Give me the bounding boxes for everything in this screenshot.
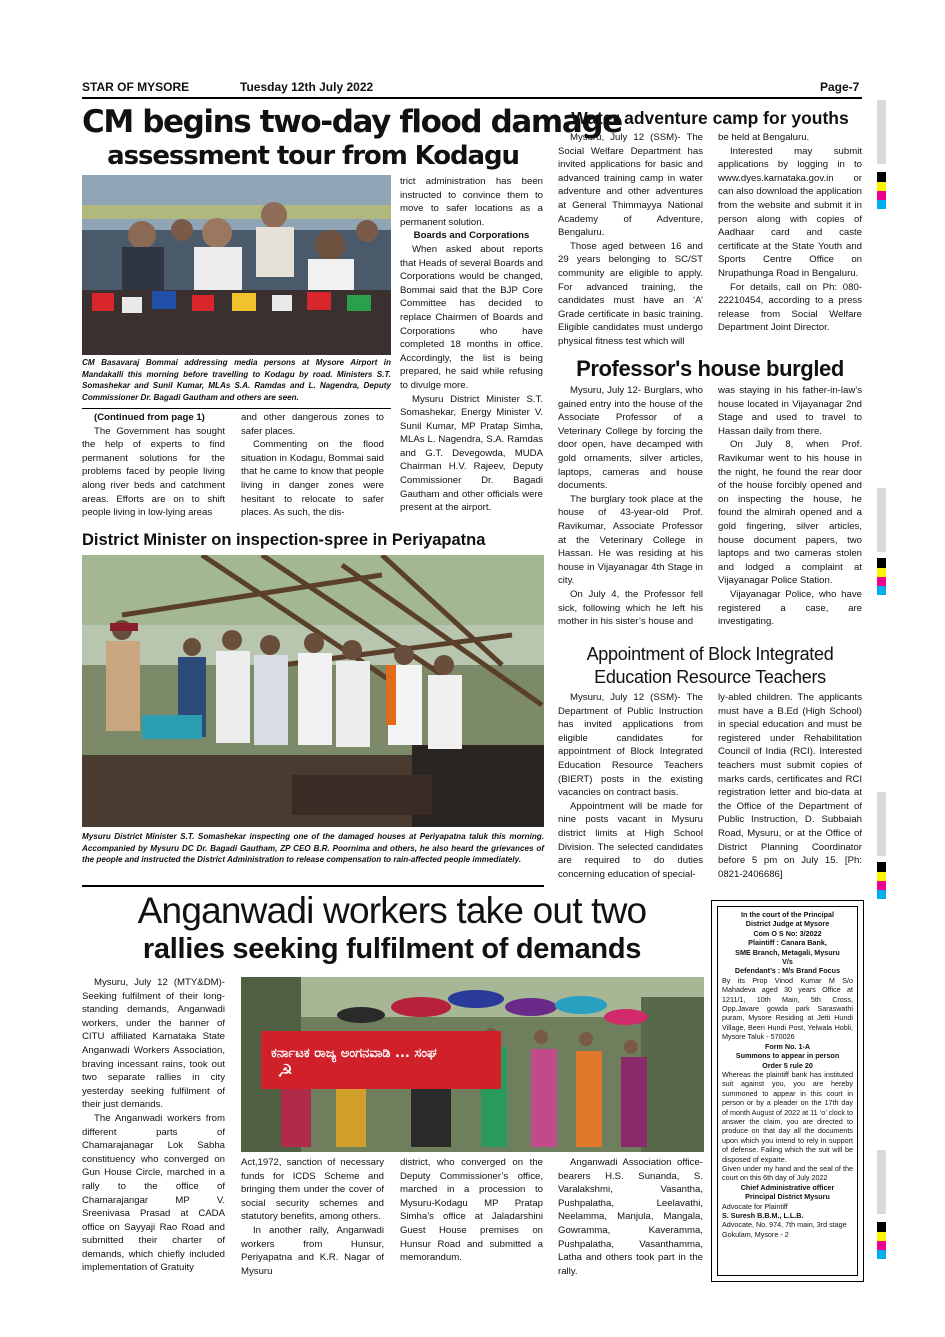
anganwadi-paragraph: Act,1972, sanction of necessary funds for ICDS Scheme and bringing them under the cover of social security schemes and statutory benefits, among others. xyxy=(241,1157,384,1223)
court-form: Form No. 1-A xyxy=(764,1041,811,1051)
court-signature: Principal District Mysuru xyxy=(745,1192,830,1202)
swatch-black xyxy=(877,558,886,568)
flood-col-a xyxy=(82,411,225,520)
swatch-cyan xyxy=(877,1250,886,1259)
swatch-yellow xyxy=(877,872,886,881)
professor-headline: Professor's house burgled xyxy=(576,356,844,381)
anganwadi-col-4 xyxy=(558,1156,703,1278)
court-line: V/s xyxy=(782,957,793,967)
district-headline: District Minister on inspection-spree in Periyapatna xyxy=(82,531,486,549)
hammer-sickle-icon: ☭ xyxy=(277,1061,294,1082)
masthead-paper: STAR OF MYSORE xyxy=(82,80,190,94)
swatch-grey xyxy=(877,1150,886,1214)
court-advocate: Advocate for Plaintiff xyxy=(722,1201,788,1211)
court-defendant-details: By its Prop Vinod Kumar M S/o Mahadeva aged 30 years Office at 1211/1, 10th Main, 5th Cross, Opp.Javare gowda park Saraswathi puram, Mysore Residing at Jetti Hundi Village, Beeri Hundi Post, Yelwala Hobli, Mysore Taluk - 570026 xyxy=(722,975,853,1042)
anganwadi-paragraph: In another rally, Anganwadi workers from Hunsur, Periyapatna and K.R. Nagar of Mysuru xyxy=(241,1224,384,1277)
court-advocate: S. Suresh B.B.M., L.L.B. xyxy=(722,1211,804,1220)
flood-paragraph: When asked about reports that Heads of several Boards and Corporations would be changed, Bommai said that the BJP Core Committee has decided to replace Chairmen of Boards and Corporations who have completed 18 months in office. Accordingly, the list is being prepared, he said while refusing to divulge more. xyxy=(400,243,543,391)
professor-col-2 xyxy=(718,384,862,629)
court-line: District Judge at Mysore xyxy=(745,919,830,929)
water-paragraph: be held at Bengaluru. xyxy=(718,132,810,143)
water-paragraph: For details, call on Ph: 080-22210454, according to a press release from Social Welfare Department Joint Director. xyxy=(718,281,862,334)
court-advocate: Advocate, No. 974, 7th main, 3rd stage Gokulam, Mysore - 2 xyxy=(722,1220,847,1239)
swatch-black xyxy=(877,862,886,872)
biert-paragraph: ly-abled children. The applicants must have a B.Ed (High School) in special education and must be registered under Rehabilitation Council of India (RCI). Interested teachers must submit copies of marks cards, certificates and RCI registration letter and bio-data at the Office of the Department of Public Instruction, D. Subbaiah Road, Mysuru, or at the Office of District Planning Coordinator before 5 pm on July 15. [Ph: 0821-2406686] xyxy=(718,692,862,880)
swatch-yellow xyxy=(877,182,886,191)
inspection-caption: Mysuru District Minister S.T. Somashekar inspecting one of the damaged houses at Periyapatna taluk this morning. Accompanied by Mysuru DC Dr. Bagadi Gautham, ZP CEO B.R. Poornima and others, he also heard the grievances of the people and instructed the District Administration to release compensation to rain-affected people immediately. xyxy=(82,832,544,864)
court-line: Plaintiff : Canara Bank, xyxy=(748,938,827,948)
flood-col-b xyxy=(241,411,384,520)
swatch-cyan xyxy=(877,890,886,899)
professor-paragraph: Vijayanagar Police, who have registered a case, are investigating. xyxy=(718,588,862,628)
water-headline: Water adventure camp for youths xyxy=(571,108,849,128)
swatch-black xyxy=(877,1222,886,1232)
swatch-yellow xyxy=(877,1232,886,1241)
anganwadi-headline-1: Anganwadi workers take out two xyxy=(137,890,647,931)
swatch-grey xyxy=(877,792,886,856)
court-line: Com O S No: 3/2022 xyxy=(753,928,822,938)
rally-photo xyxy=(241,977,704,1152)
swatch-magenta xyxy=(877,577,886,586)
swatch-cyan xyxy=(877,200,886,209)
flood-paragraph: and other dangerous zones to safer places. xyxy=(241,412,384,437)
court-signature: Chief Administrative officer xyxy=(740,1182,835,1192)
swatch-magenta xyxy=(877,881,886,890)
biert-paragraph: Appointment will be made for nine posts vacant in Mysuru district limits at High School Division. The selected candidates are required to do duties concerning education of special- xyxy=(558,800,703,880)
anganwadi-col-2 xyxy=(241,1156,384,1278)
inspection-photo xyxy=(82,555,544,827)
court-line: SME Branch, Metagali, Mysuru xyxy=(735,947,840,957)
inspection-caption-rule xyxy=(82,885,544,887)
swatch-grey xyxy=(877,488,886,552)
court-line: In the court of the Principal xyxy=(740,910,835,919)
court-given-text: Given under my hand and the seal of the court on this 6th day of July 2022 xyxy=(722,1163,853,1183)
professor-col-1 xyxy=(558,384,703,629)
flood-paragraph: trict administration has been instructed to convince them to move to safer locations as a permanent solution. xyxy=(400,176,543,228)
professor-paragraph: Mysuru, July 12- Burglars, who gained entry into the house of the Associate Professor of a Veterinary College by forcing the door open, have decamped with gold ornaments, silver articles, laptops, cameras and house documents. xyxy=(558,385,703,492)
water-col-2 xyxy=(718,131,862,335)
court-form: Summons to appear in person xyxy=(735,1051,840,1061)
court-notice-inner xyxy=(717,906,858,1276)
professor-paragraph: The burglary took place at the house of 43-year-old Prof. Ravikumar, Associate Professor at the Veterinary College in Hassan. He was residing at his house in Vijayanagar 4th Stage in city. xyxy=(558,493,703,587)
water-col-1 xyxy=(558,131,703,349)
water-paragraph: Those aged between 16 and 29 years belonging to SC/ST community are eligible to apply. For advanced training, the candidates must have an ‘A’ Grade certificate in basic training. Eligible candidates must undergo physical fitness test which will xyxy=(558,240,703,347)
masthead-rule xyxy=(82,97,862,99)
court-summons-text: Whereas the plaintiff bank has instituted suit against you, you are hereby summoned to appear in this court in person or by a pleader on the 17th day of month August of 2022 at 11 ‘o’ clock to answer the claim, you are directed to produce on that day all the documents upon which you intend to rely in support of defense. Failing which the suit will be disposed of exparte. xyxy=(722,1069,853,1164)
biert-headline-2: Education Resource Teachers xyxy=(594,667,826,687)
continued-note: (Continued from page 1) xyxy=(94,412,205,423)
flood-paragraph: Mysuru District Minister S.T. Somashekar, Energy Minister V. Sunil Kumar, MP Pratap Simha, MLAs L. Nagendra, S.A. Ramdas and G.T. Devegowda, MUDA Chairman H.V. Rajeev, Deputy Commissioner Dr. Bagadi Gautham and other officials were present at the airport. xyxy=(400,393,543,514)
biert-paragraph: Mysuru, July 12 (SSM)- The Department of Public Instruction has invited applications from eligible candidates for appointment of Block Integrated Education Resource Teachers (BIERT) posts in the existing vacancies on contract basis. xyxy=(558,692,703,799)
swatch-grey xyxy=(877,100,886,164)
professor-paragraph: was staying in his father-in-law’s house located in Vijayanagar 2nd Stage and used to travel to Hassan daily from there. xyxy=(718,385,862,437)
flood-col-right xyxy=(400,175,543,515)
court-line: Defendant’s : M/s Brand Focus xyxy=(734,966,841,976)
court-notice xyxy=(711,900,864,1282)
professor-paragraph: On July 8, when Prof. Ravikumar went to his house in the night, he found the rear door of the house forcibly opened and on inspecting the house, he found the almirah opened and a gold fingering, silver articles, house document papers, two laptops and two cameras stolen and lodged a complaint at Vijayanagar Police Station. xyxy=(718,439,862,587)
masthead-page: Page-7 xyxy=(820,80,860,94)
anganwadi-paragraph: Mysuru, July 12 (MTY&DM)- Seeking fulfilment of their long-standing demands, Anganwadi workers, under the banner of CITU affiliated Karnataka State Anganwadi Workers Association, braving incessant rains, took out two separate rallies in city yesterday seeking fulfilment of their just demands. xyxy=(82,977,225,1111)
flood-headline-2: assessment tour from Kodagu xyxy=(107,141,519,171)
anganwadi-col-3 xyxy=(400,1156,543,1265)
water-paragraph: Interested may submit applications by logging in to www.dyes.karnataka.gov.in or can also download the application from the website and submit it in person along with copies of Aadhaar card and caste certificate at the State Youth and Sports Centre Office on Nrupathunga Road in Bengaluru. xyxy=(718,145,863,279)
biert-col-2 xyxy=(718,691,862,881)
swatch-magenta xyxy=(877,1241,886,1250)
swatch-yellow xyxy=(877,568,886,577)
anganwadi-paragraph: The Anganwadi workers from different parts of Chamarajanagar Lok Sabha constituency who converged on Gun House Circle, marched in a rally to the office of Chamarajangar MP V. Sreenivasa Prasad at CADA office on Sayyaji Rao Road and submitted their charter of demands, which chiefly included implementation of Gratuity xyxy=(82,1112,225,1274)
anganwadi-paragraph: district, who converged on the Deputy Commissioner’s office, marched in a procession to Mysuru-Kodagu MP Pratap Simha’s office at Jaladarshini Guest House premises on Hunsur Road and submitted a memorandum. xyxy=(400,1157,543,1264)
masthead-date: Tuesday 12th July 2022 xyxy=(240,80,374,94)
swatch-magenta xyxy=(877,191,886,200)
swatch-cyan xyxy=(877,586,886,595)
anganwadi-headline-2: rallies seeking fulfilment of demands xyxy=(142,933,642,965)
anganwadi-col-1 xyxy=(82,976,225,1275)
cm-press-photo xyxy=(82,175,391,355)
biert-col-1 xyxy=(558,691,703,881)
flood-paragraph: Commenting on the flood situation in Kodagu, Bommai said that he came to know that people living in danger zones were hesitant to relocate to safer places. As such, the dis- xyxy=(241,439,384,519)
anganwadi-paragraph: Anganwadi Association office-bearers H.S. Sunanda, S. Varalakshmi, Vasantha, Pushpalatha, Leelavathi, Neelamma, Manjula, Mangala, Gowramma, Kaveramma, Pushpalatha, Vasanthamma, Latha and others took part in the rally. xyxy=(558,1157,703,1277)
swatch-black xyxy=(877,172,886,182)
cm-photo-caption: CM Basavaraj Bommai addressing media persons at Mysore Airport in Mandakalli this morning before travelling to Kodagu by road. Ministers S.T. Somashekar and Sunil Kumar, MLAs S.A. Ramdas and L. Nagendra, Deputy Commissioner Dr. Bagadi Gautham and others are seen. xyxy=(82,358,391,402)
flood-caption-rule xyxy=(82,408,391,409)
boards-subhead: Boards and Corporations xyxy=(413,230,530,242)
rally-banner-text: ಕರ್ನಾಟಕ ರಾಜ್ಯ ಅಂಗನವಾಡಿ ... ಸಂಘ xyxy=(271,1046,437,1061)
biert-headline-1: Appointment of Block Integrated xyxy=(586,644,834,664)
water-paragraph: Mysuru, July 12 (SSM)- The Social Welfare Department has invited applications for basic and advanced training camp in water adventure and other adventures at General Thimmayya National Academy of Adventure, Bengaluru. xyxy=(558,132,703,239)
professor-paragraph: On July 4, the Professor fell sick, following which he left his mother in his sister’s house and xyxy=(558,588,703,628)
flood-headline-1: CM begins two-day flood damage xyxy=(82,104,622,140)
court-form: Order 5 rule 20 xyxy=(762,1060,813,1070)
flood-paragraph: The Government has sought the help of experts to find permanent solutions for the problems faced by people living along river beds and catchment areas. Efforts are on to shift people living in low-lying areas xyxy=(82,425,225,519)
